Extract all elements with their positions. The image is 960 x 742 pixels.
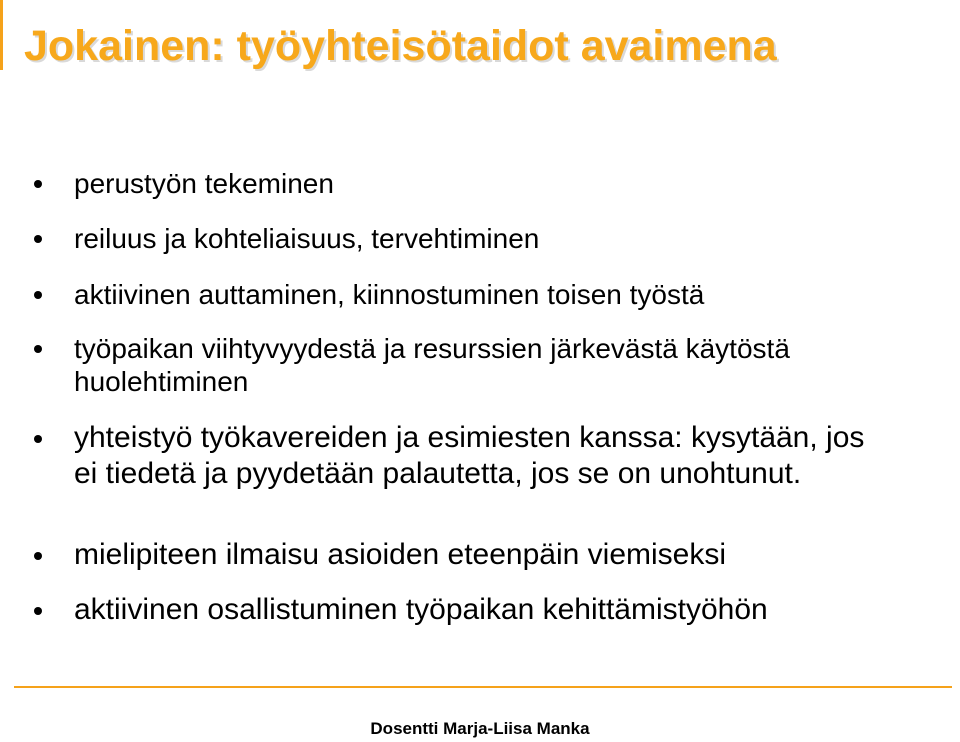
bullet-dot-icon	[34, 180, 42, 188]
slide-title: Jokainen: työyhteisötaidot avaimena	[24, 22, 777, 70]
list-item-text: aktiivinen osallistuminen työpaikan kehittämistyöhön	[74, 593, 768, 626]
left-accent-rule	[0, 0, 3, 70]
footer-divider	[14, 686, 952, 688]
bullet-dot-icon	[34, 607, 42, 615]
list-item-text: reiluus ja kohteliaisuus, tervehtiminen	[74, 223, 540, 254]
bullet-dot-icon	[34, 291, 42, 299]
bullet-dot-icon	[34, 552, 42, 560]
footer-author: Dosentti Marja-Liisa Manka	[370, 719, 590, 738]
bullet-dot-icon	[34, 235, 42, 243]
bullet-dot-icon	[34, 435, 42, 443]
list-item-text: perustyön tekeminen	[74, 168, 334, 199]
list-item-text: aktiivinen auttaminen, kiinnostuminen toisen työstä	[74, 279, 705, 310]
list-item-text: yhteistyö työkavereiden ja esimiesten kanssa: kysytään, jos ei tiedetä ja pyydetään palautetta, jos se on unohtunut.	[74, 421, 865, 490]
list-item-text: mielipiteen ilmaisu asioiden eteenpäin viemiseksi	[74, 538, 727, 571]
bullet-dot-icon	[34, 345, 42, 353]
list-item-text: työpaikan viihtyvyydestä ja resurssien järkevästä käytöstä huolehtiminen	[74, 333, 790, 397]
